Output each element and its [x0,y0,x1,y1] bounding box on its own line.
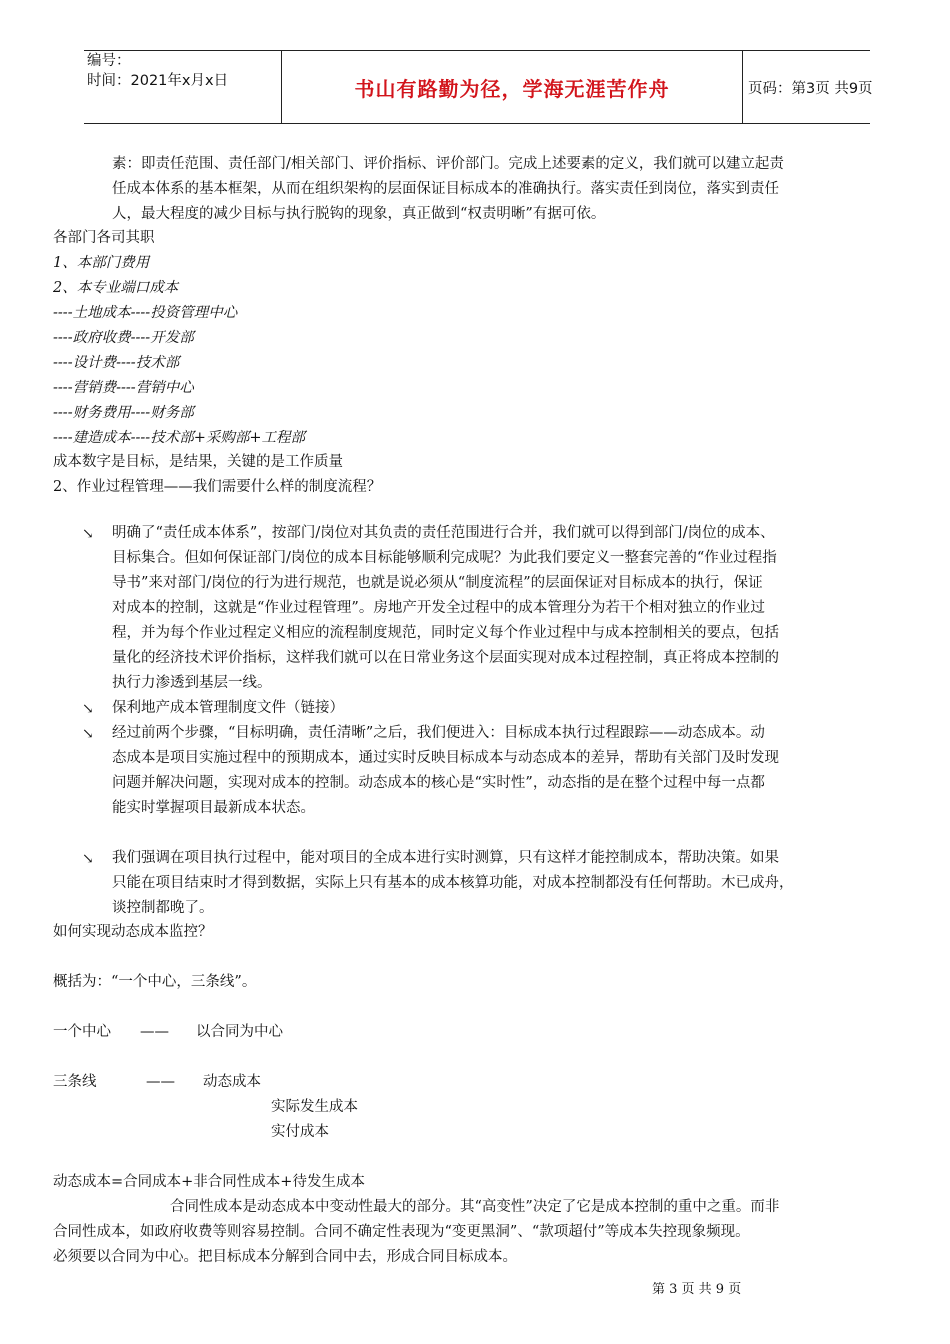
italic-line-4: ----政府收费----开发部 [53,330,194,346]
para1-line2: 任成本体系的基本框架，从而在组织架构的层面保证目标成本的准确执行。落实责任到岗位，落实到责任 [112,181,779,197]
summary-line: 概括为：“一个中心，三条线”。 [53,974,257,990]
motto-text: 书山有路勤为径，学海无涯苦作舟 [354,76,670,101]
doc-time-label: 时间：2021年x月x日 [87,73,229,89]
bullet3-line4: 能实时掌握项目最新成本状态。 [112,800,315,816]
arrow-down-right-icon: ↘ [82,851,94,867]
italic-line-2: 2、本专业端口成本 [53,280,179,296]
bullet1-line3: 导书”来对部门/岗位的行为进行规范，也就是说必须从“制度流程”的层面保证对目标成本的执行，保证 [112,575,763,591]
italic-line-7: ----财务费用----财务部 [53,405,194,421]
page-footer: 第 3 页 共 9 页 [652,1282,742,1297]
bullet1-line4: 对成本的控制，这就是“作业过程管理”。房地产开发全过程中的成本管理分为若干个相对独立的作业过 [112,600,765,616]
bullet3-line1: 经过前两个步骤，“目标明确，责任清晰”之后，我们便进入：目标成本执行过程跟踪——动态成本。动 [112,725,765,741]
quality-line: 成本数字是目标，是结果，关键的是工作质量 [53,454,343,470]
page-code: 页码：第3页 共9页 [748,80,873,97]
center-value: 以合同为中心 [196,1024,283,1040]
doc-number-label: 编号： [87,53,131,69]
bullet1-line5: 程，并为每个作业过程定义相应的流程制度规范，同时定义每个作业过程中与成本控制相关的要点，包括 [112,625,779,641]
bullet4-line3: 谈控制都晚了。 [112,900,214,916]
para1-line1: 素：即责任范围、责任部门/相关部门、评价指标、评价部门。完成上述要素的定义，我们就可以建立起责 [112,156,784,172]
final-para-line1: 合同性成本是动态成本中变动性最大的部分。其“高变性”决定了它是成本控制的重中之重。而非 [170,1199,780,1215]
lines-value-3: 实付成本 [271,1124,329,1140]
arrow-down-right-icon: ↘ [82,701,94,717]
italic-line-3: ----土地成本----投资管理中心 [53,305,238,321]
bullet4-line1: 我们强调在项目执行过程中，能对项目的全成本进行实时测算，只有这样才能控制成本，帮助决策。如果 [112,850,779,866]
formula-line: 动态成本=合同成本+非合同性成本+待发生成本 [53,1174,365,1190]
bullet3-line3: 问题并解决问题，实现对成本的控制。动态成本的核心是“实时性”，动态指的是在整个过程中每一点都 [112,775,765,791]
header-meta [84,51,281,123]
para1-line3: 人，最大程度的减少目标与执行脱钩的现象，真正做到“权责明晰”有据可依。 [112,206,606,222]
header-page-cell [742,51,873,123]
arrow-down-right-icon: ↘ [82,726,94,742]
header-motto-cell [281,51,743,123]
lines-value-1: 动态成本 [203,1074,261,1090]
bullet1-line2: 目标集合。但如何保证部门/岗位的成本目标能够顺利完成呢？为此我们要定义一整套完善的“作业过程指 [112,550,777,566]
italic-line-8: ----建造成本----技术部+采购部+工程部 [53,430,305,446]
italic-line-6: ----营销费----营销中心 [53,380,194,396]
center-label: 一个中心 [53,1024,111,1040]
bullet4-line2: 只能在项目结束时才得到数据，实际上只有基本的成本核算功能，对成本控制都没有任何帮助。木已成舟， [112,875,794,891]
process-heading: 2、作业过程管理——我们需要什么样的制度流程？ [53,479,382,495]
final-para-line2: 合同性成本，如政府收费等则容易控制。合同不确定性表现为“变更黑洞”、“款项超付”等成本失控现象频现。 [53,1224,750,1240]
page-header [84,50,873,124]
bullet1-line6: 量化的经济技术评价指标，这样我们就可以在日常业务这个层面实现对成本过程控制，真正将成本控制的 [112,650,779,666]
bullet2-link-text: 保利地产成本管理制度文件（链接） [112,700,344,716]
italic-line-5: ----设计费----技术部 [53,355,180,371]
bullet1-line1: 明确了“责任成本体系”，按部门/岗位对其负责的责任范围进行合并，我们就可以得到部门/岗位的成本、 [112,525,775,541]
bullet1-line7: 执行力渗透到基层一线。 [112,675,272,691]
lines-label: 三条线 [53,1074,97,1090]
arrow-down-right-icon: ↘ [82,526,94,542]
final-para-line3: 必须要以合同为中心。把目标成本分解到合同中去，形成合同目标成本。 [53,1249,517,1265]
dept-heading: 各部门各司其职 [53,230,155,246]
italic-line-1: 1、本部门费用 [53,255,150,271]
dynamic-question: 如何实现动态成本监控？ [53,924,213,940]
lines-value-2: 实际发生成本 [271,1099,358,1115]
lines-dash: —— [146,1074,175,1090]
center-dash: —— [140,1024,169,1040]
bullet3-line2: 态成本是项目实施过程中的预期成本，通过实时反映目标成本与动态成本的差异，帮助有关部门及时发现 [112,750,779,766]
